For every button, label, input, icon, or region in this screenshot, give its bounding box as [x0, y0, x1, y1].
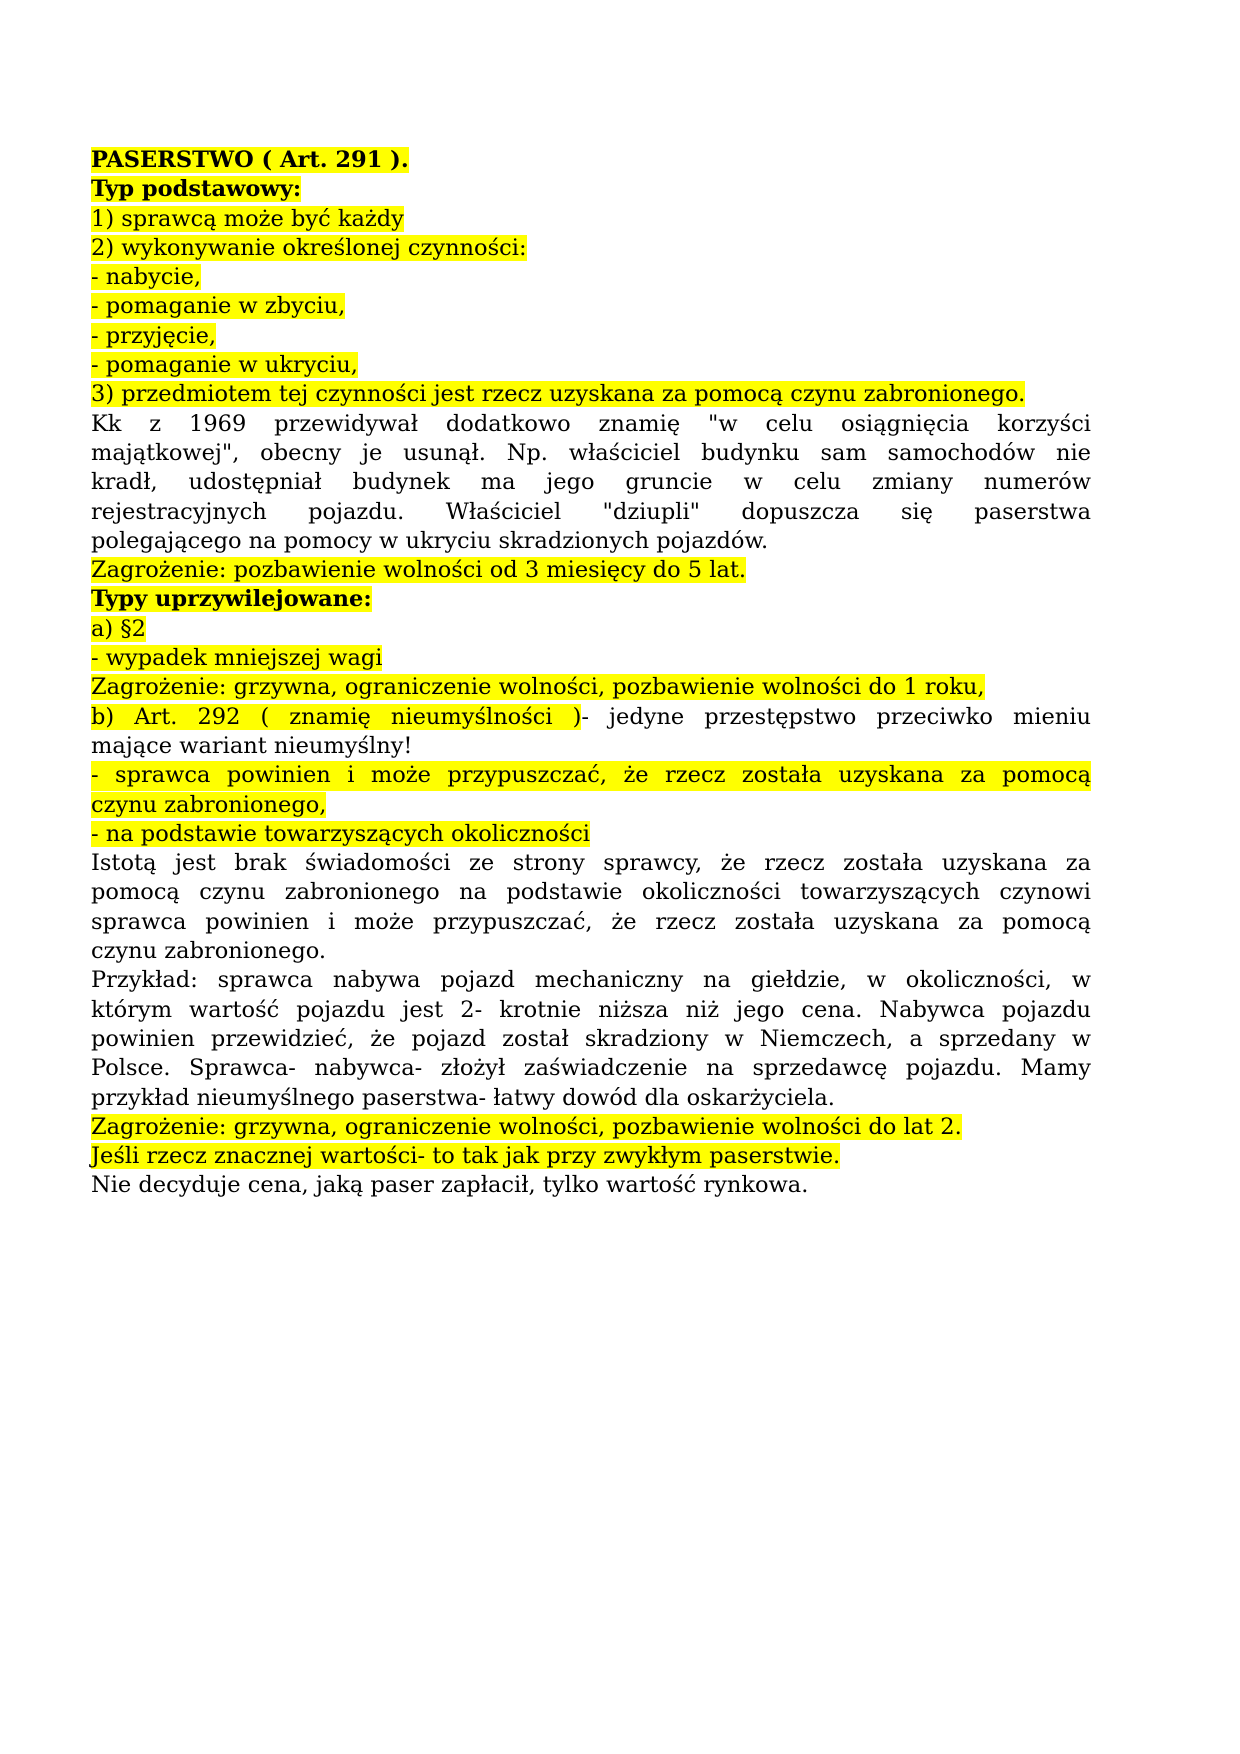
basic-item-line — [91, 234, 1091, 263]
basic-item: - pomaganie w zbyciu, — [91, 293, 346, 320]
priv-a-item-line — [91, 644, 1091, 673]
example-line: Polsce. Sprawca- nabywca- złożył zaświadczenie na sprzedawcę pojazdu. Mamy — [91, 1055, 1091, 1082]
basic-item: - przyjęcie, — [91, 322, 217, 349]
essence-line: czynu zabronionego. — [91, 938, 327, 965]
priv-b-cond1-line1: - sprawca powinien i może przypuszczać, że rzecz została uzyskana za pomocą — [91, 761, 1091, 790]
basic-item-line — [91, 322, 1091, 351]
basic-item-line — [91, 263, 1091, 292]
privileged-heading: Typy uprzywilejowane: — [91, 586, 372, 613]
threat-a: Zagrożenie: grzywna, ograniczenie wolności, pozbawienie wolności do 1 roku, — [91, 674, 985, 701]
document-body — [91, 146, 1091, 1201]
basic-item-line — [91, 380, 1091, 409]
priv-b-rest: - jedyne przestępstwo przeciwko mieniu — [581, 703, 1091, 730]
priv-b-cond2: - na podstawie towarzyszących okoliczności — [91, 820, 590, 847]
example-line: którym wartość pojazdu jest 2- krotnie niższa niż jego cena. Nabywca pojazdu — [91, 996, 1091, 1023]
basic-type-heading-line — [91, 175, 1091, 204]
priv-b-line2: mające wariant nieumyślny! — [91, 732, 413, 759]
example-line: Przykład: sprawca nabywa pojazd mechaniczny na giełdzie, w okoliczności, w — [91, 967, 1091, 994]
basic-item-line — [91, 292, 1091, 321]
threat-b: Zagrożenie: grzywna, ograniczenie wolności, pozbawienie wolności do lat 2. — [91, 1113, 962, 1140]
basic-item: 3) przedmiotem tej czynności jest rzecz uzyskana za pomocą czynu zabronionego. — [91, 381, 1026, 408]
essence-line: sprawca powinien i może przypuszczać, że rzecz została uzyskana za pomocą — [91, 908, 1091, 935]
priv-b-highlight: b) Art. 292 ( znamię nieumyślności ) — [91, 703, 582, 730]
kk-paragraph-line: majątkowej", obecny je usunął. Np. właściciel budynku sam samochodów nie — [91, 439, 1091, 466]
priv-b-cond2-wrap — [91, 820, 1091, 849]
priv-b-cond1-line2: czynu zabronionego, — [91, 791, 327, 818]
significant-value: Jeśli rzecz znacznej wartości- to tak jak przy zwykłym paserstwie. — [91, 1143, 841, 1170]
kk-paragraph-line: Kk z 1969 przewidywał dodatkowo znamię "w celu osiągnięcia korzyści — [91, 410, 1091, 437]
significant-value-line — [91, 1142, 1091, 1171]
threat-basic: Zagrożenie: pozbawienie wolności od 3 miesięcy do 5 lat. — [91, 557, 747, 584]
priv-a-line — [91, 615, 1091, 644]
basic-item-line — [91, 351, 1091, 380]
priv-a: a) §2 — [91, 615, 146, 642]
basic-item-line — [91, 205, 1091, 234]
priv-b-cond1-line2-wrap — [91, 791, 1091, 820]
kk-paragraph-line: rejestracyjnych pojazdu. Właściciel "dziupli" dopuszcza się paserstwa — [91, 498, 1091, 525]
threat-basic-line — [91, 556, 1091, 585]
document-title: PASERSTWO ( Art. 291 ). — [91, 147, 409, 173]
threat-b-line — [91, 1113, 1091, 1142]
essence-line: pomocą czynu zabronionego na podstawie okoliczności towarzyszących czynowi — [91, 879, 1091, 906]
final-note: Nie decyduje cena, jaką paser zapłacił, tylko wartość rynkowa. — [91, 1172, 809, 1199]
basic-item: - pomaganie w ukryciu, — [91, 352, 358, 379]
document-title-line — [91, 146, 1091, 175]
privileged-heading-line — [91, 585, 1091, 614]
threat-a-line — [91, 673, 1091, 702]
kk-paragraph-line: polegającego na pomocy w ukryciu skradzionych pojazdów. — [91, 527, 769, 554]
essence-line: Istotą jest brak świadomości ze strony sprawcy, że rzecz została uzyskana za — [91, 850, 1091, 877]
basic-type-heading: Typ podstawowy: — [91, 176, 302, 203]
priv-a-item: - wypadek mniejszej wagi — [91, 645, 383, 672]
example-line: przykład nieumyślnego paserstwa- łatwy dowód dla oskarżyciela. — [91, 1084, 835, 1111]
priv-b-line — [91, 703, 1091, 732]
kk-paragraph-line: kradł, udostępniał budynek ma jego gruncie w celu zmiany numerów — [91, 469, 1091, 496]
basic-item: 1) sprawcą może być każdy — [91, 205, 404, 232]
example-line: powinien przewidzieć, że pojazd został skradziony w Niemczech, a sprzedany w — [91, 1025, 1091, 1052]
basic-item: - nabycie, — [91, 264, 202, 291]
basic-item: 2) wykonywanie określonej czynności: — [91, 234, 527, 261]
